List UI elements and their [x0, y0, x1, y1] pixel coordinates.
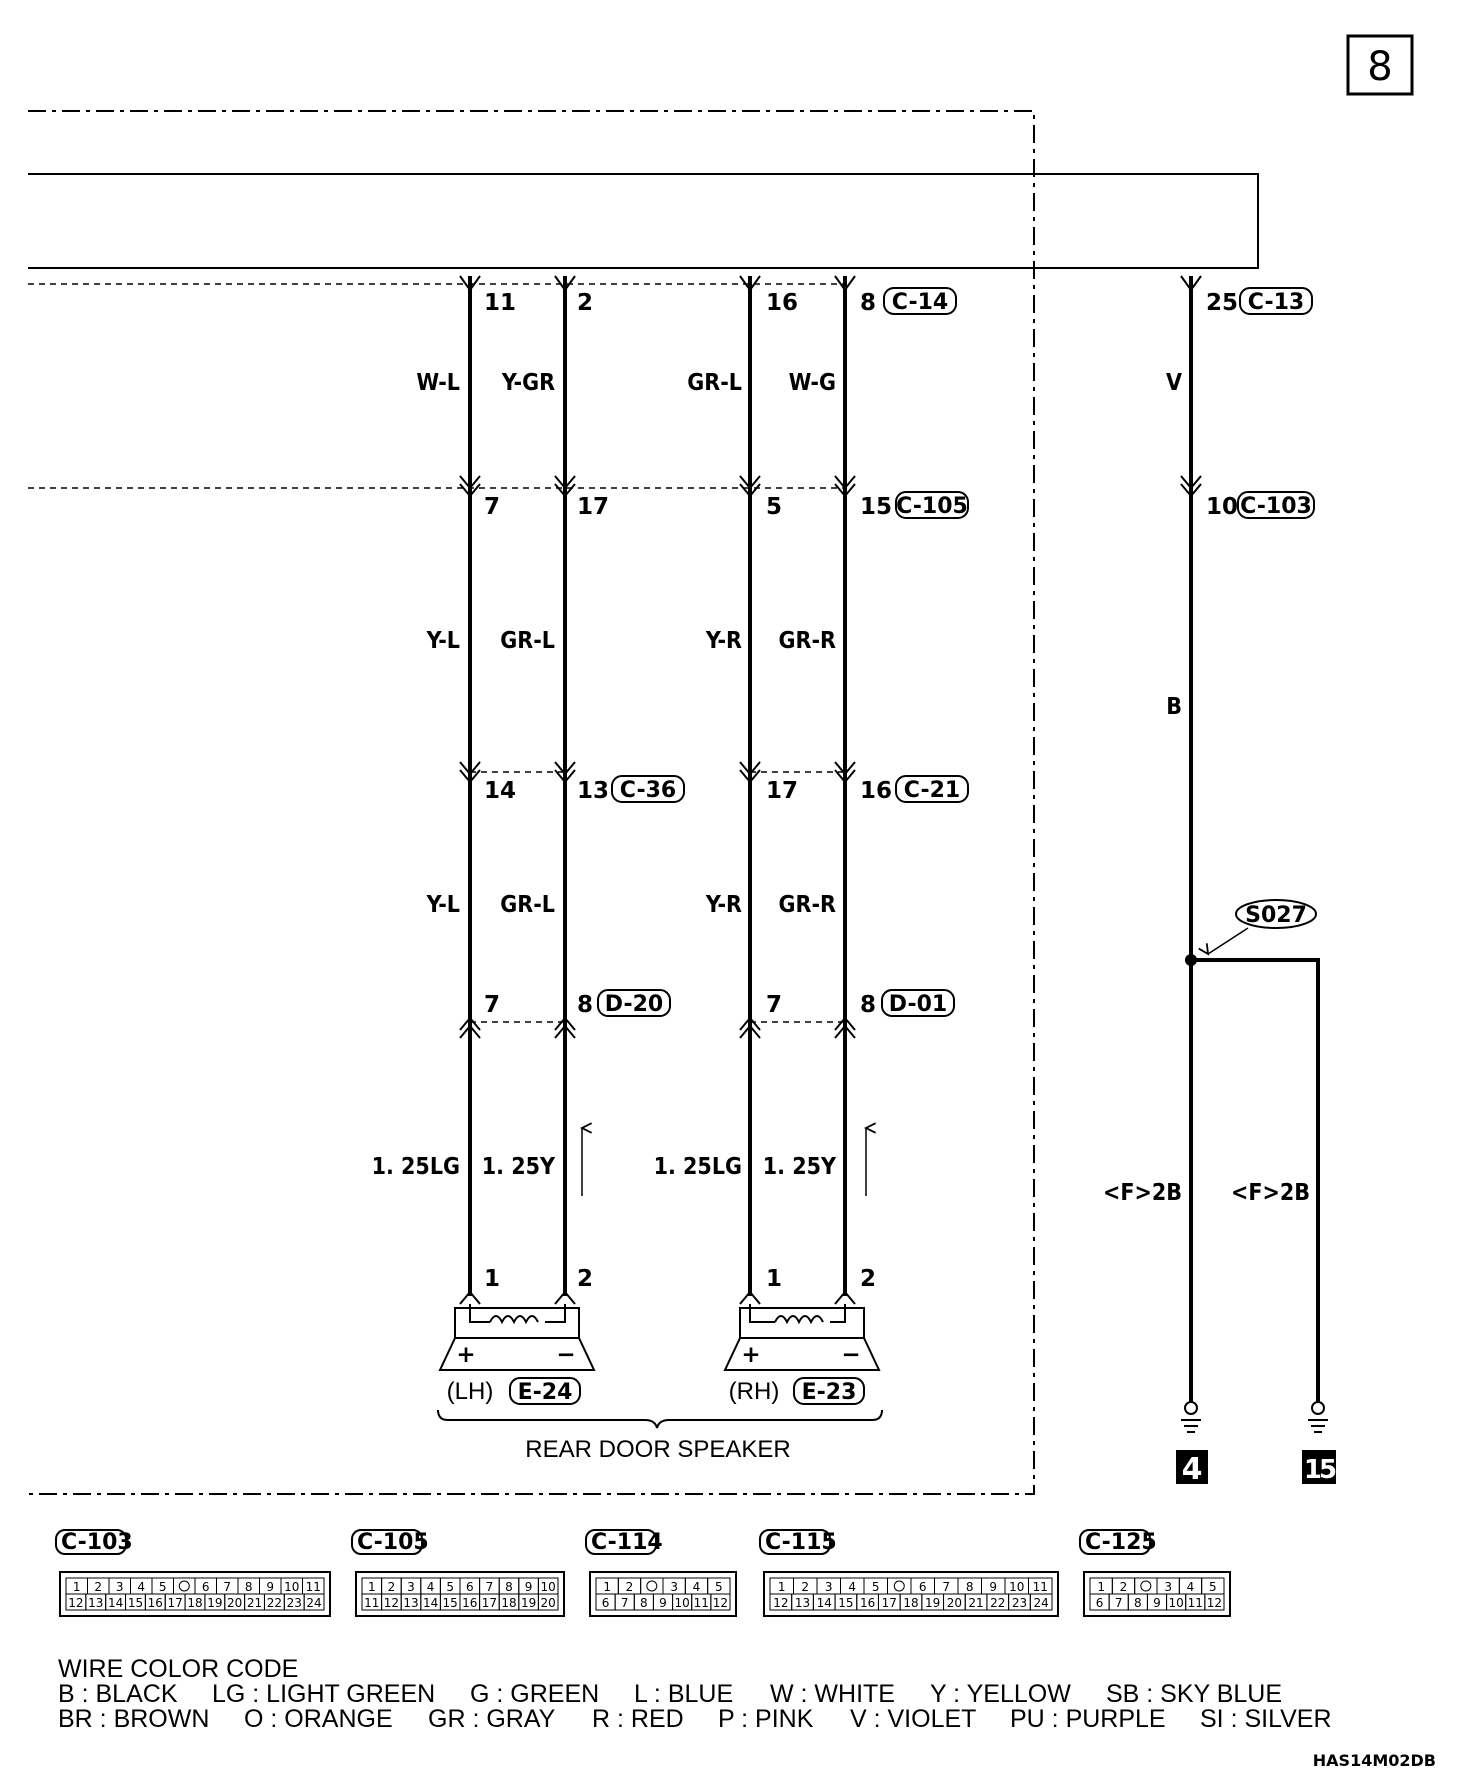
cavity-number: 1: [777, 1580, 786, 1594]
connector-cavity: [888, 1578, 912, 1594]
connector-lock: [1141, 1581, 1151, 1591]
cavity-number: 10: [540, 1580, 556, 1594]
pin-label: 2: [860, 1266, 877, 1292]
legend-entry: LG : LIGHT GREEN: [212, 1680, 436, 1708]
speaker-plus: +: [741, 1342, 761, 1368]
wire-color-label: 1. 25LG: [371, 1154, 460, 1180]
cavity-number: 21: [968, 1596, 984, 1610]
pin-label: 1: [766, 1266, 783, 1292]
pin-label: 7: [484, 494, 501, 520]
speaker-group-label: REAR DOOR SPEAKER: [525, 1436, 791, 1463]
legend-entry: SI : SILVER: [1200, 1705, 1332, 1733]
legend-entry: B : BLACK: [58, 1680, 178, 1708]
legend-entry: R : RED: [592, 1705, 684, 1733]
wire-color-label: 1. 25Y: [481, 1154, 555, 1180]
cavity-number: 5: [715, 1580, 723, 1594]
upstream-unit-box: [28, 174, 1258, 268]
connector-name: C-13: [1247, 290, 1305, 315]
cavity-number: 14: [816, 1596, 832, 1610]
cavity-number: 5: [1209, 1580, 1217, 1594]
splice-s027: [1185, 900, 1316, 966]
pin-label: 13: [577, 778, 610, 804]
wire-color-label: <F>2B: [1231, 1180, 1310, 1206]
wire-color-label: V: [1165, 370, 1182, 396]
cavity-number: 6: [918, 1580, 927, 1594]
speaker-side: (LH): [446, 1378, 494, 1405]
pin-label: 8: [577, 992, 594, 1018]
legend-entry: SB : SKY BLUE: [1106, 1680, 1283, 1708]
connector-lock: [894, 1581, 904, 1591]
cavity-number: 8: [1134, 1596, 1142, 1610]
cavity-number: 23: [1011, 1596, 1028, 1610]
cavity-number: 12: [383, 1596, 400, 1610]
connector-name: E-23: [801, 1380, 857, 1405]
wire-color-label: <F>2B: [1103, 1180, 1182, 1206]
cavity-number: 24: [306, 1596, 322, 1610]
speaker-side: (RH): [728, 1378, 780, 1405]
pin-label: 1: [484, 1266, 501, 1292]
connector-view-name: C-114: [591, 1530, 663, 1555]
wire-color-label: W-G: [788, 370, 836, 396]
wire-color-label: GR-L: [500, 892, 555, 918]
connector-name: C-21: [903, 778, 961, 803]
connector-name: E-24: [517, 1380, 573, 1405]
connector-view-c-114: [586, 1530, 736, 1616]
cavity-number: 8: [505, 1580, 513, 1594]
legend-entry: L : BLUE: [634, 1680, 734, 1708]
connector-lock: [647, 1581, 657, 1591]
cavity-number: 20: [227, 1596, 243, 1610]
cavity-number: 19: [207, 1596, 223, 1610]
wire-color-code: [58, 1655, 1332, 1733]
speaker-plus: +: [456, 1342, 476, 1368]
cavity-number: 12: [773, 1596, 789, 1610]
pin-label: 2: [577, 290, 594, 316]
cavity-number: 13: [794, 1596, 811, 1610]
cavity-number: 3: [115, 1580, 124, 1594]
cavity-number: 24: [1033, 1596, 1049, 1610]
pin-label: 17: [766, 778, 799, 804]
wire-color-label: Y-L: [426, 892, 460, 918]
cavity-number: 7: [1114, 1596, 1123, 1610]
legend-entry: GR : GRAY: [428, 1705, 556, 1733]
pin-label: 5: [766, 494, 783, 520]
wires: [470, 276, 1318, 1402]
ground-number: 15: [1303, 1455, 1335, 1485]
legend-entry: BR : BROWN: [58, 1705, 210, 1733]
cavity-number: 7: [620, 1596, 629, 1610]
page-number: 8: [1367, 44, 1393, 90]
page-number-box: [1348, 36, 1412, 94]
cavity-number: 6: [1095, 1596, 1104, 1610]
cavity-number: 9: [659, 1596, 667, 1610]
wire-color-label: Y-GR: [501, 370, 555, 396]
cavity-number: 18: [903, 1596, 919, 1610]
cavity-number: 9: [1153, 1596, 1161, 1610]
cavity-number: 5: [446, 1580, 455, 1594]
cavity-number: 21: [246, 1596, 263, 1610]
connector-view-c-105: [352, 1530, 564, 1616]
pin-label: 14: [484, 778, 517, 804]
connector-name: C-14: [891, 290, 949, 315]
ground-number: 4: [1181, 1452, 1203, 1487]
cavity-number: 9: [524, 1580, 533, 1594]
legend-title: WIRE COLOR CODE: [58, 1655, 299, 1683]
speaker-minus: −: [556, 1342, 576, 1368]
wire-color-label: B: [1166, 694, 1182, 720]
cavity-number: 2: [625, 1580, 634, 1594]
cavity-number: 14: [422, 1596, 439, 1610]
legend-entry: V : VIOLET: [850, 1705, 977, 1733]
cavity-number: 22: [266, 1596, 283, 1610]
connector-views: [56, 1530, 1230, 1616]
cavity-number: 19: [925, 1596, 941, 1610]
connector-view-name: C-125: [1085, 1530, 1157, 1555]
pin-label: 17: [577, 494, 610, 520]
cavity-number: 15: [442, 1596, 458, 1610]
legend-entry: Y : YELLOW: [930, 1680, 1071, 1708]
cavity-number: 7: [223, 1580, 232, 1594]
pin-label: 15: [860, 494, 893, 520]
cavity-number: 3: [824, 1580, 833, 1594]
cavity-number: 23: [286, 1596, 302, 1610]
cavity-number: 18: [187, 1596, 203, 1610]
pin-label: 8: [860, 992, 877, 1018]
wire-color-label: Y-R: [705, 892, 742, 918]
ground-4: [1181, 1402, 1201, 1432]
connector-name: C-105: [896, 494, 968, 519]
cavity-number: 3: [670, 1580, 678, 1594]
cavity-number: 15: [127, 1596, 144, 1610]
cavity-number: 20: [540, 1596, 556, 1610]
cavity-number: 16: [462, 1596, 478, 1610]
legend-entry: G : GREEN: [470, 1680, 600, 1708]
cavity-number: 4: [426, 1580, 435, 1594]
cavity-number: 16: [147, 1596, 163, 1610]
cavity-number: 10: [1168, 1596, 1184, 1610]
cavity-number: 11: [693, 1596, 709, 1610]
cavity-number: 2: [801, 1580, 810, 1594]
legend-entry: P : PINK: [718, 1705, 814, 1733]
pin-label: 7: [766, 992, 783, 1018]
connector-name: C-36: [619, 778, 677, 803]
cavity-number: 1: [72, 1580, 81, 1594]
legend-entry: PU : PURPLE: [1010, 1705, 1166, 1733]
connector-view-c-103: [56, 1530, 330, 1616]
cavity-number: 10: [1009, 1580, 1025, 1594]
cavity-number: 22: [990, 1596, 1006, 1610]
wire-color-label: Y-L: [426, 628, 460, 654]
connector-view-name: C-103: [61, 1530, 133, 1555]
speaker-minus: −: [841, 1342, 861, 1368]
connector-chevrons: [460, 276, 1201, 1304]
cavity-number: 12: [712, 1596, 729, 1610]
cavity-number: 13: [88, 1596, 104, 1610]
cavity-number: 10: [284, 1580, 300, 1594]
connector-view-name: C-105: [357, 1530, 429, 1555]
ground-15: [1308, 1402, 1328, 1432]
cavity-number: 17: [881, 1596, 897, 1610]
cavity-number: 13: [403, 1596, 419, 1610]
cavity-number: 7: [485, 1580, 494, 1594]
pin-label: 10: [1206, 494, 1239, 520]
pin-label: 11: [484, 290, 517, 316]
cavity-number: 12: [1206, 1596, 1223, 1610]
speaker-group-brace: [438, 1410, 882, 1428]
connector-view-name: C-115: [765, 1530, 837, 1555]
connector-view-c-115: [760, 1530, 1058, 1616]
cavity-number: 9: [989, 1580, 998, 1594]
cavity-number: 8: [640, 1596, 648, 1610]
cavity-number: 8: [244, 1580, 253, 1594]
cavity-number: 4: [692, 1580, 701, 1594]
cavity-number: 17: [481, 1596, 498, 1610]
cavity-number: 4: [848, 1580, 857, 1594]
cavity-number: 3: [407, 1580, 415, 1594]
cavity-number: 3: [1164, 1580, 1172, 1594]
cavity-number: 5: [158, 1580, 167, 1594]
cavity-number: 20: [946, 1596, 963, 1610]
cavity-number: 1: [603, 1580, 611, 1594]
cavity-number: 10: [674, 1596, 690, 1610]
wire-color-label: GR-L: [500, 628, 555, 654]
legend-entry: W : WHITE: [770, 1680, 895, 1708]
cavity-number: 8: [965, 1580, 974, 1594]
cavity-number: 14: [107, 1596, 124, 1610]
cavity-number: 1: [1097, 1580, 1105, 1594]
cavity-number: 7: [942, 1580, 951, 1594]
cavity-number: 9: [266, 1580, 275, 1594]
cavity-number: 15: [838, 1596, 854, 1610]
connector-cavity: [174, 1578, 196, 1594]
wire-color-label: GR-R: [778, 628, 836, 654]
cavity-number: 11: [364, 1596, 380, 1610]
connector-cavity: [1135, 1578, 1157, 1594]
wire-color-label: GR-R: [778, 892, 836, 918]
cavity-number: 11: [1187, 1596, 1203, 1610]
wire-color-label: GR-L: [687, 370, 742, 396]
cavity-number: 11: [305, 1580, 321, 1594]
pin-label: 8: [860, 290, 877, 316]
connector-lock: [179, 1581, 189, 1591]
cavity-number: 6: [601, 1596, 610, 1610]
wire-color-label: Y-R: [705, 628, 742, 654]
connector-name: C-103: [1240, 494, 1312, 519]
cavity-number: 19: [520, 1596, 537, 1610]
cavity-number: 12: [68, 1596, 84, 1610]
cavity-number: 2: [387, 1580, 396, 1594]
pin-label: 2: [577, 1266, 594, 1292]
splice-label: S027: [1245, 903, 1307, 928]
cavity-number: 18: [501, 1596, 517, 1610]
wire-color-label: 1. 25LG: [653, 1154, 742, 1180]
legend-entry: O : ORANGE: [244, 1705, 393, 1733]
drawing-code: HAS14M02DB: [1312, 1751, 1436, 1770]
connector-name: D-20: [604, 992, 664, 1017]
pin-label: 25: [1206, 290, 1239, 316]
cavity-number: 2: [94, 1580, 103, 1594]
cavity-number: 2: [1119, 1580, 1128, 1594]
wire-color-label: W-L: [416, 370, 460, 396]
pin-label: 7: [484, 992, 501, 1018]
cavity-number: 6: [201, 1580, 210, 1594]
connector-view-c-125: [1080, 1530, 1230, 1616]
cavity-number: 11: [1032, 1580, 1048, 1594]
connector-badges: [510, 288, 1314, 1404]
pin-label: 16: [766, 290, 799, 316]
pin-label: 16: [860, 778, 893, 804]
cavity-number: 17: [167, 1596, 183, 1610]
cavity-number: 5: [871, 1580, 880, 1594]
connector-name: D-01: [888, 992, 948, 1017]
connector-cavity: [641, 1578, 663, 1594]
cavity-number: 1: [367, 1580, 376, 1594]
cavity-number: 4: [1186, 1580, 1195, 1594]
cavity-number: 6: [465, 1580, 474, 1594]
cavity-number: 16: [859, 1596, 876, 1610]
wire-color-label: 1. 25Y: [762, 1154, 836, 1180]
cavity-number: 4: [137, 1580, 146, 1594]
